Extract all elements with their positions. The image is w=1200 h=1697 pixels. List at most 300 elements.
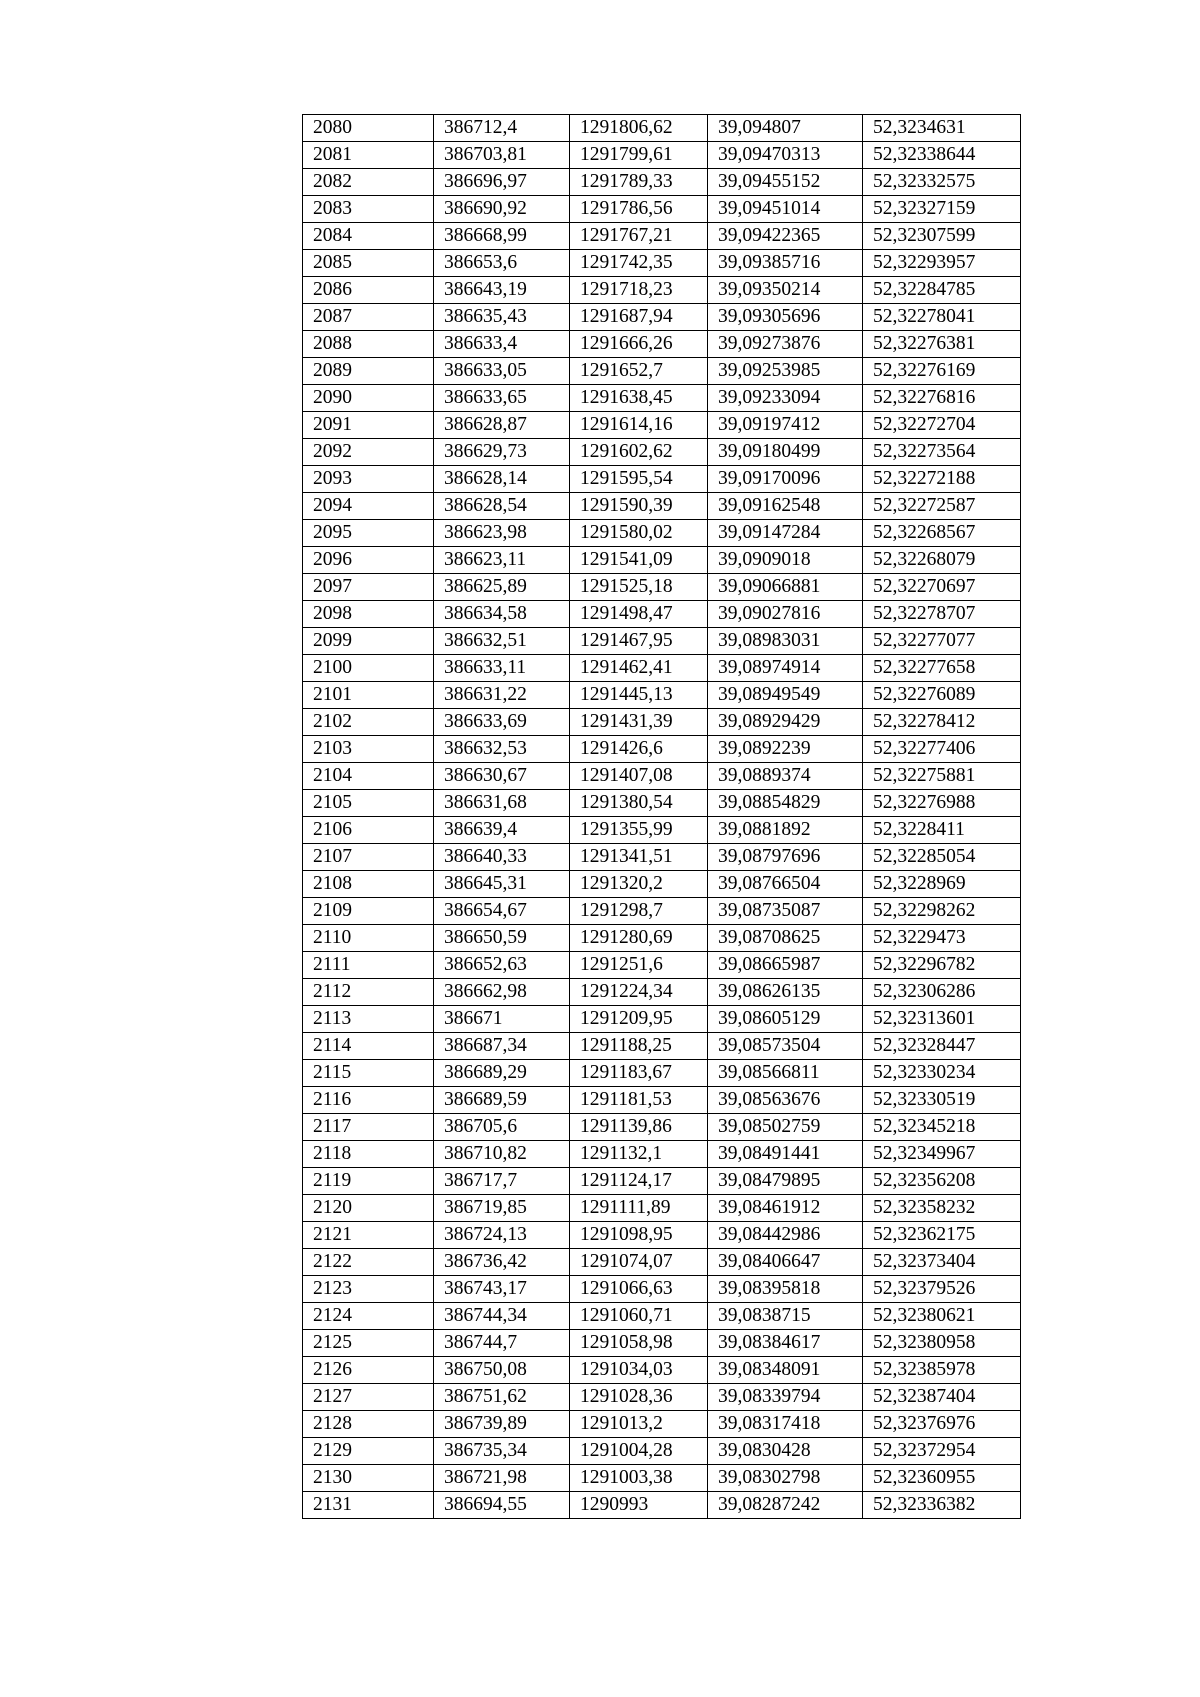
x-coordinate-cell: 386628,14	[434, 466, 570, 493]
point-number-cell: 2084	[303, 223, 434, 250]
longitude-cell: 52,32285054	[863, 844, 1021, 871]
point-number-cell: 2090	[303, 385, 434, 412]
y-coordinate-cell: 1291638,45	[570, 385, 708, 412]
longitude-cell: 52,3234631	[863, 115, 1021, 142]
x-coordinate-cell: 386751,62	[434, 1384, 570, 1411]
table-row	[303, 1195, 1021, 1222]
longitude-cell: 52,32362175	[863, 1222, 1021, 1249]
table-row	[303, 574, 1021, 601]
latitude-cell: 39,0881892	[708, 817, 863, 844]
longitude-cell: 52,32360955	[863, 1465, 1021, 1492]
point-number-cell: 2100	[303, 655, 434, 682]
table-row	[303, 1141, 1021, 1168]
x-coordinate-cell: 386712,4	[434, 115, 570, 142]
latitude-cell: 39,08339794	[708, 1384, 863, 1411]
point-number-cell: 2094	[303, 493, 434, 520]
table-row	[303, 1222, 1021, 1249]
x-coordinate-cell: 386744,34	[434, 1303, 570, 1330]
latitude-cell: 39,08491441	[708, 1141, 863, 1168]
x-coordinate-cell: 386717,7	[434, 1168, 570, 1195]
table-row	[303, 925, 1021, 952]
x-coordinate-cell: 386623,98	[434, 520, 570, 547]
table-row	[303, 628, 1021, 655]
y-coordinate-cell: 1291209,95	[570, 1006, 708, 1033]
y-coordinate-cell: 1291034,03	[570, 1357, 708, 1384]
longitude-cell: 52,32276988	[863, 790, 1021, 817]
table-row	[303, 493, 1021, 520]
longitude-cell: 52,32379526	[863, 1276, 1021, 1303]
y-coordinate-cell: 1291590,39	[570, 493, 708, 520]
latitude-cell: 39,09170096	[708, 466, 863, 493]
point-number-cell: 2102	[303, 709, 434, 736]
x-coordinate-cell: 386653,6	[434, 250, 570, 277]
longitude-cell: 52,32380958	[863, 1330, 1021, 1357]
longitude-cell: 52,32345218	[863, 1114, 1021, 1141]
table-row	[303, 1168, 1021, 1195]
longitude-cell: 52,32336382	[863, 1492, 1021, 1519]
point-number-cell: 2120	[303, 1195, 434, 1222]
latitude-cell: 39,08573504	[708, 1033, 863, 1060]
point-number-cell: 2130	[303, 1465, 434, 1492]
point-number-cell: 2083	[303, 196, 434, 223]
x-coordinate-cell: 386743,17	[434, 1276, 570, 1303]
longitude-cell: 52,32306286	[863, 979, 1021, 1006]
table-row	[303, 1087, 1021, 1114]
y-coordinate-cell: 1291467,95	[570, 628, 708, 655]
longitude-cell: 52,32327159	[863, 196, 1021, 223]
table-row	[303, 439, 1021, 466]
y-coordinate-cell: 1290993	[570, 1492, 708, 1519]
y-coordinate-cell: 1291767,21	[570, 223, 708, 250]
y-coordinate-cell: 1291687,94	[570, 304, 708, 331]
table-row	[303, 331, 1021, 358]
latitude-cell: 39,09027816	[708, 601, 863, 628]
longitude-cell: 52,32276381	[863, 331, 1021, 358]
table-row	[303, 1060, 1021, 1087]
longitude-cell: 52,32284785	[863, 277, 1021, 304]
longitude-cell: 52,32268567	[863, 520, 1021, 547]
y-coordinate-cell: 1291074,07	[570, 1249, 708, 1276]
point-number-cell: 2122	[303, 1249, 434, 1276]
longitude-cell: 52,32328447	[863, 1033, 1021, 1060]
longitude-cell: 52,32338644	[863, 142, 1021, 169]
y-coordinate-cell: 1291066,63	[570, 1276, 708, 1303]
longitude-cell: 52,32272704	[863, 412, 1021, 439]
x-coordinate-cell: 386630,67	[434, 763, 570, 790]
point-number-cell: 2103	[303, 736, 434, 763]
latitude-cell: 39,08287242	[708, 1492, 863, 1519]
y-coordinate-cell: 1291013,2	[570, 1411, 708, 1438]
point-number-cell: 2127	[303, 1384, 434, 1411]
latitude-cell: 39,08302798	[708, 1465, 863, 1492]
point-number-cell: 2123	[303, 1276, 434, 1303]
point-number-cell: 2087	[303, 304, 434, 331]
x-coordinate-cell: 386628,54	[434, 493, 570, 520]
table-row	[303, 763, 1021, 790]
point-number-cell: 2126	[303, 1357, 434, 1384]
y-coordinate-cell: 1291098,95	[570, 1222, 708, 1249]
x-coordinate-cell: 386628,87	[434, 412, 570, 439]
coordinates-table	[302, 114, 1021, 1519]
table-row	[303, 1033, 1021, 1060]
point-number-cell: 2124	[303, 1303, 434, 1330]
y-coordinate-cell: 1291431,39	[570, 709, 708, 736]
x-coordinate-cell: 386703,81	[434, 142, 570, 169]
y-coordinate-cell: 1291298,7	[570, 898, 708, 925]
latitude-cell: 39,09147284	[708, 520, 863, 547]
point-number-cell: 2106	[303, 817, 434, 844]
table-row	[303, 1411, 1021, 1438]
y-coordinate-cell: 1291280,69	[570, 925, 708, 952]
point-number-cell: 2109	[303, 898, 434, 925]
x-coordinate-cell: 386650,59	[434, 925, 570, 952]
latitude-cell: 39,09162548	[708, 493, 863, 520]
table-row	[303, 1465, 1021, 1492]
y-coordinate-cell: 1291742,35	[570, 250, 708, 277]
x-coordinate-cell: 386671	[434, 1006, 570, 1033]
latitude-cell: 39,08442986	[708, 1222, 863, 1249]
table-row	[303, 871, 1021, 898]
latitude-cell: 39,0909018	[708, 547, 863, 574]
table-row	[303, 601, 1021, 628]
x-coordinate-cell: 386632,51	[434, 628, 570, 655]
table-row	[303, 142, 1021, 169]
longitude-cell: 52,32380621	[863, 1303, 1021, 1330]
y-coordinate-cell: 1291525,18	[570, 574, 708, 601]
table-row	[303, 844, 1021, 871]
table-row	[303, 277, 1021, 304]
x-coordinate-cell: 386633,69	[434, 709, 570, 736]
latitude-cell: 39,0830428	[708, 1438, 863, 1465]
latitude-cell: 39,08983031	[708, 628, 863, 655]
point-number-cell: 2115	[303, 1060, 434, 1087]
point-number-cell: 2121	[303, 1222, 434, 1249]
table-row	[303, 223, 1021, 250]
x-coordinate-cell: 386633,05	[434, 358, 570, 385]
table-row	[303, 709, 1021, 736]
table-row	[303, 1492, 1021, 1519]
x-coordinate-cell: 386639,4	[434, 817, 570, 844]
latitude-cell: 39,08563676	[708, 1087, 863, 1114]
coordinates-table-body	[303, 115, 1021, 1519]
table-row	[303, 466, 1021, 493]
point-number-cell: 2118	[303, 1141, 434, 1168]
point-number-cell: 2107	[303, 844, 434, 871]
x-coordinate-cell: 386633,11	[434, 655, 570, 682]
x-coordinate-cell: 386744,7	[434, 1330, 570, 1357]
table-row	[303, 1384, 1021, 1411]
point-number-cell: 2128	[303, 1411, 434, 1438]
point-number-cell: 2085	[303, 250, 434, 277]
y-coordinate-cell: 1291806,62	[570, 115, 708, 142]
x-coordinate-cell: 386739,89	[434, 1411, 570, 1438]
longitude-cell: 52,32272587	[863, 493, 1021, 520]
latitude-cell: 39,09470313	[708, 142, 863, 169]
latitude-cell: 39,08665987	[708, 952, 863, 979]
x-coordinate-cell: 386721,98	[434, 1465, 570, 1492]
longitude-cell: 52,32277658	[863, 655, 1021, 682]
latitude-cell: 39,08708625	[708, 925, 863, 952]
x-coordinate-cell: 386625,89	[434, 574, 570, 601]
latitude-cell: 39,08461912	[708, 1195, 863, 1222]
x-coordinate-cell: 386696,97	[434, 169, 570, 196]
point-number-cell: 2089	[303, 358, 434, 385]
point-number-cell: 2099	[303, 628, 434, 655]
y-coordinate-cell: 1291462,41	[570, 655, 708, 682]
longitude-cell: 52,32332575	[863, 169, 1021, 196]
y-coordinate-cell: 1291652,7	[570, 358, 708, 385]
latitude-cell: 39,09422365	[708, 223, 863, 250]
table-row	[303, 790, 1021, 817]
x-coordinate-cell: 386750,08	[434, 1357, 570, 1384]
point-number-cell: 2129	[303, 1438, 434, 1465]
table-row	[303, 169, 1021, 196]
table-row	[303, 1114, 1021, 1141]
x-coordinate-cell: 386633,65	[434, 385, 570, 412]
longitude-cell: 52,32330234	[863, 1060, 1021, 1087]
longitude-cell: 52,32330519	[863, 1087, 1021, 1114]
latitude-cell: 39,08974914	[708, 655, 863, 682]
latitude-cell: 39,08854829	[708, 790, 863, 817]
x-coordinate-cell: 386643,19	[434, 277, 570, 304]
table-row	[303, 412, 1021, 439]
x-coordinate-cell: 386694,55	[434, 1492, 570, 1519]
y-coordinate-cell: 1291188,25	[570, 1033, 708, 1060]
y-coordinate-cell: 1291132,1	[570, 1141, 708, 1168]
latitude-cell: 39,08566811	[708, 1060, 863, 1087]
point-number-cell: 2110	[303, 925, 434, 952]
x-coordinate-cell: 386631,22	[434, 682, 570, 709]
point-number-cell: 2091	[303, 412, 434, 439]
longitude-cell: 52,32273564	[863, 439, 1021, 466]
x-coordinate-cell: 386652,63	[434, 952, 570, 979]
x-coordinate-cell: 386629,73	[434, 439, 570, 466]
longitude-cell: 52,32270697	[863, 574, 1021, 601]
table-row	[303, 1330, 1021, 1357]
y-coordinate-cell: 1291320,2	[570, 871, 708, 898]
latitude-cell: 39,09066881	[708, 574, 863, 601]
y-coordinate-cell: 1291355,99	[570, 817, 708, 844]
longitude-cell: 52,3228411	[863, 817, 1021, 844]
y-coordinate-cell: 1291595,54	[570, 466, 708, 493]
longitude-cell: 52,3228969	[863, 871, 1021, 898]
x-coordinate-cell: 386724,13	[434, 1222, 570, 1249]
longitude-cell: 52,32349967	[863, 1141, 1021, 1168]
table-row	[303, 358, 1021, 385]
longitude-cell: 52,32307599	[863, 223, 1021, 250]
latitude-cell: 39,09305696	[708, 304, 863, 331]
point-number-cell: 2097	[303, 574, 434, 601]
longitude-cell: 52,32278041	[863, 304, 1021, 331]
point-number-cell: 2105	[303, 790, 434, 817]
y-coordinate-cell: 1291224,34	[570, 979, 708, 1006]
longitude-cell: 52,32275881	[863, 763, 1021, 790]
x-coordinate-cell: 386705,6	[434, 1114, 570, 1141]
point-number-cell: 2112	[303, 979, 434, 1006]
y-coordinate-cell: 1291666,26	[570, 331, 708, 358]
latitude-cell: 39,08348091	[708, 1357, 863, 1384]
latitude-cell: 39,08929429	[708, 709, 863, 736]
table-row	[303, 115, 1021, 142]
latitude-cell: 39,08735087	[708, 898, 863, 925]
point-number-cell: 2101	[303, 682, 434, 709]
x-coordinate-cell: 386687,34	[434, 1033, 570, 1060]
longitude-cell: 52,32296782	[863, 952, 1021, 979]
y-coordinate-cell: 1291498,47	[570, 601, 708, 628]
y-coordinate-cell: 1291789,33	[570, 169, 708, 196]
y-coordinate-cell: 1291341,51	[570, 844, 708, 871]
point-number-cell: 2131	[303, 1492, 434, 1519]
table-row	[303, 682, 1021, 709]
x-coordinate-cell: 386623,11	[434, 547, 570, 574]
table-row	[303, 1357, 1021, 1384]
longitude-cell: 52,32376976	[863, 1411, 1021, 1438]
latitude-cell: 39,09451014	[708, 196, 863, 223]
latitude-cell: 39,09180499	[708, 439, 863, 466]
table-row	[303, 898, 1021, 925]
longitude-cell: 52,32272188	[863, 466, 1021, 493]
latitude-cell: 39,08395818	[708, 1276, 863, 1303]
longitude-cell: 52,32277406	[863, 736, 1021, 763]
table-row	[303, 547, 1021, 574]
table-row	[303, 736, 1021, 763]
table-row	[303, 196, 1021, 223]
latitude-cell: 39,08626135	[708, 979, 863, 1006]
y-coordinate-cell: 1291058,98	[570, 1330, 708, 1357]
y-coordinate-cell: 1291139,86	[570, 1114, 708, 1141]
point-number-cell: 2081	[303, 142, 434, 169]
point-number-cell: 2095	[303, 520, 434, 547]
x-coordinate-cell: 386635,43	[434, 304, 570, 331]
point-number-cell: 2125	[303, 1330, 434, 1357]
longitude-cell: 52,32277077	[863, 628, 1021, 655]
point-number-cell: 2104	[303, 763, 434, 790]
latitude-cell: 39,09233094	[708, 385, 863, 412]
y-coordinate-cell: 1291251,6	[570, 952, 708, 979]
latitude-cell: 39,08479895	[708, 1168, 863, 1195]
y-coordinate-cell: 1291003,38	[570, 1465, 708, 1492]
table-row	[303, 520, 1021, 547]
table-row	[303, 1249, 1021, 1276]
x-coordinate-cell: 386719,85	[434, 1195, 570, 1222]
x-coordinate-cell: 386735,34	[434, 1438, 570, 1465]
longitude-cell: 52,32372954	[863, 1438, 1021, 1465]
latitude-cell: 39,0889374	[708, 763, 863, 790]
latitude-cell: 39,09197412	[708, 412, 863, 439]
longitude-cell: 52,32373404	[863, 1249, 1021, 1276]
latitude-cell: 39,08317418	[708, 1411, 863, 1438]
y-coordinate-cell: 1291111,89	[570, 1195, 708, 1222]
y-coordinate-cell: 1291380,54	[570, 790, 708, 817]
table-row	[303, 1303, 1021, 1330]
longitude-cell: 52,32276169	[863, 358, 1021, 385]
point-number-cell: 2111	[303, 952, 434, 979]
point-number-cell: 2114	[303, 1033, 434, 1060]
longitude-cell: 52,32387404	[863, 1384, 1021, 1411]
x-coordinate-cell: 386710,82	[434, 1141, 570, 1168]
x-coordinate-cell: 386645,31	[434, 871, 570, 898]
latitude-cell: 39,09385716	[708, 250, 863, 277]
point-number-cell: 2093	[303, 466, 434, 493]
latitude-cell: 39,0892239	[708, 736, 863, 763]
y-coordinate-cell: 1291786,56	[570, 196, 708, 223]
latitude-cell: 39,08502759	[708, 1114, 863, 1141]
latitude-cell: 39,094807	[708, 115, 863, 142]
table-row	[303, 1276, 1021, 1303]
longitude-cell: 52,32313601	[863, 1006, 1021, 1033]
point-number-cell: 2092	[303, 439, 434, 466]
y-coordinate-cell: 1291183,67	[570, 1060, 708, 1087]
point-number-cell: 2082	[303, 169, 434, 196]
y-coordinate-cell: 1291060,71	[570, 1303, 708, 1330]
point-number-cell: 2108	[303, 871, 434, 898]
x-coordinate-cell: 386632,53	[434, 736, 570, 763]
table-row	[303, 304, 1021, 331]
latitude-cell: 39,0838715	[708, 1303, 863, 1330]
latitude-cell: 39,08605129	[708, 1006, 863, 1033]
table-row	[303, 655, 1021, 682]
longitude-cell: 52,32385978	[863, 1357, 1021, 1384]
x-coordinate-cell: 386668,99	[434, 223, 570, 250]
y-coordinate-cell: 1291602,62	[570, 439, 708, 466]
table-row	[303, 1438, 1021, 1465]
y-coordinate-cell: 1291004,28	[570, 1438, 708, 1465]
latitude-cell: 39,08766504	[708, 871, 863, 898]
longitude-cell: 52,32276816	[863, 385, 1021, 412]
x-coordinate-cell: 386690,92	[434, 196, 570, 223]
x-coordinate-cell: 386631,68	[434, 790, 570, 817]
x-coordinate-cell: 386689,29	[434, 1060, 570, 1087]
table-row	[303, 1006, 1021, 1033]
latitude-cell: 39,08797696	[708, 844, 863, 871]
longitude-cell: 52,32293957	[863, 250, 1021, 277]
latitude-cell: 39,08406647	[708, 1249, 863, 1276]
point-number-cell: 2119	[303, 1168, 434, 1195]
point-number-cell: 2113	[303, 1006, 434, 1033]
y-coordinate-cell: 1291718,23	[570, 277, 708, 304]
longitude-cell: 52,32298262	[863, 898, 1021, 925]
table-row	[303, 979, 1021, 1006]
latitude-cell: 39,08384617	[708, 1330, 863, 1357]
point-number-cell: 2086	[303, 277, 434, 304]
x-coordinate-cell: 386640,33	[434, 844, 570, 871]
table-row	[303, 385, 1021, 412]
table-row	[303, 952, 1021, 979]
longitude-cell: 52,32358232	[863, 1195, 1021, 1222]
y-coordinate-cell: 1291124,17	[570, 1168, 708, 1195]
latitude-cell: 39,08949549	[708, 682, 863, 709]
latitude-cell: 39,09455152	[708, 169, 863, 196]
y-coordinate-cell: 1291445,13	[570, 682, 708, 709]
latitude-cell: 39,09253985	[708, 358, 863, 385]
x-coordinate-cell: 386634,58	[434, 601, 570, 628]
y-coordinate-cell: 1291799,61	[570, 142, 708, 169]
table-row	[303, 250, 1021, 277]
x-coordinate-cell: 386633,4	[434, 331, 570, 358]
x-coordinate-cell: 386689,59	[434, 1087, 570, 1114]
point-number-cell: 2080	[303, 115, 434, 142]
longitude-cell: 52,32356208	[863, 1168, 1021, 1195]
point-number-cell: 2116	[303, 1087, 434, 1114]
y-coordinate-cell: 1291614,16	[570, 412, 708, 439]
longitude-cell: 52,32276089	[863, 682, 1021, 709]
point-number-cell: 2117	[303, 1114, 434, 1141]
y-coordinate-cell: 1291426,6	[570, 736, 708, 763]
y-coordinate-cell: 1291541,09	[570, 547, 708, 574]
table-row	[303, 817, 1021, 844]
x-coordinate-cell: 386654,67	[434, 898, 570, 925]
longitude-cell: 52,3229473	[863, 925, 1021, 952]
